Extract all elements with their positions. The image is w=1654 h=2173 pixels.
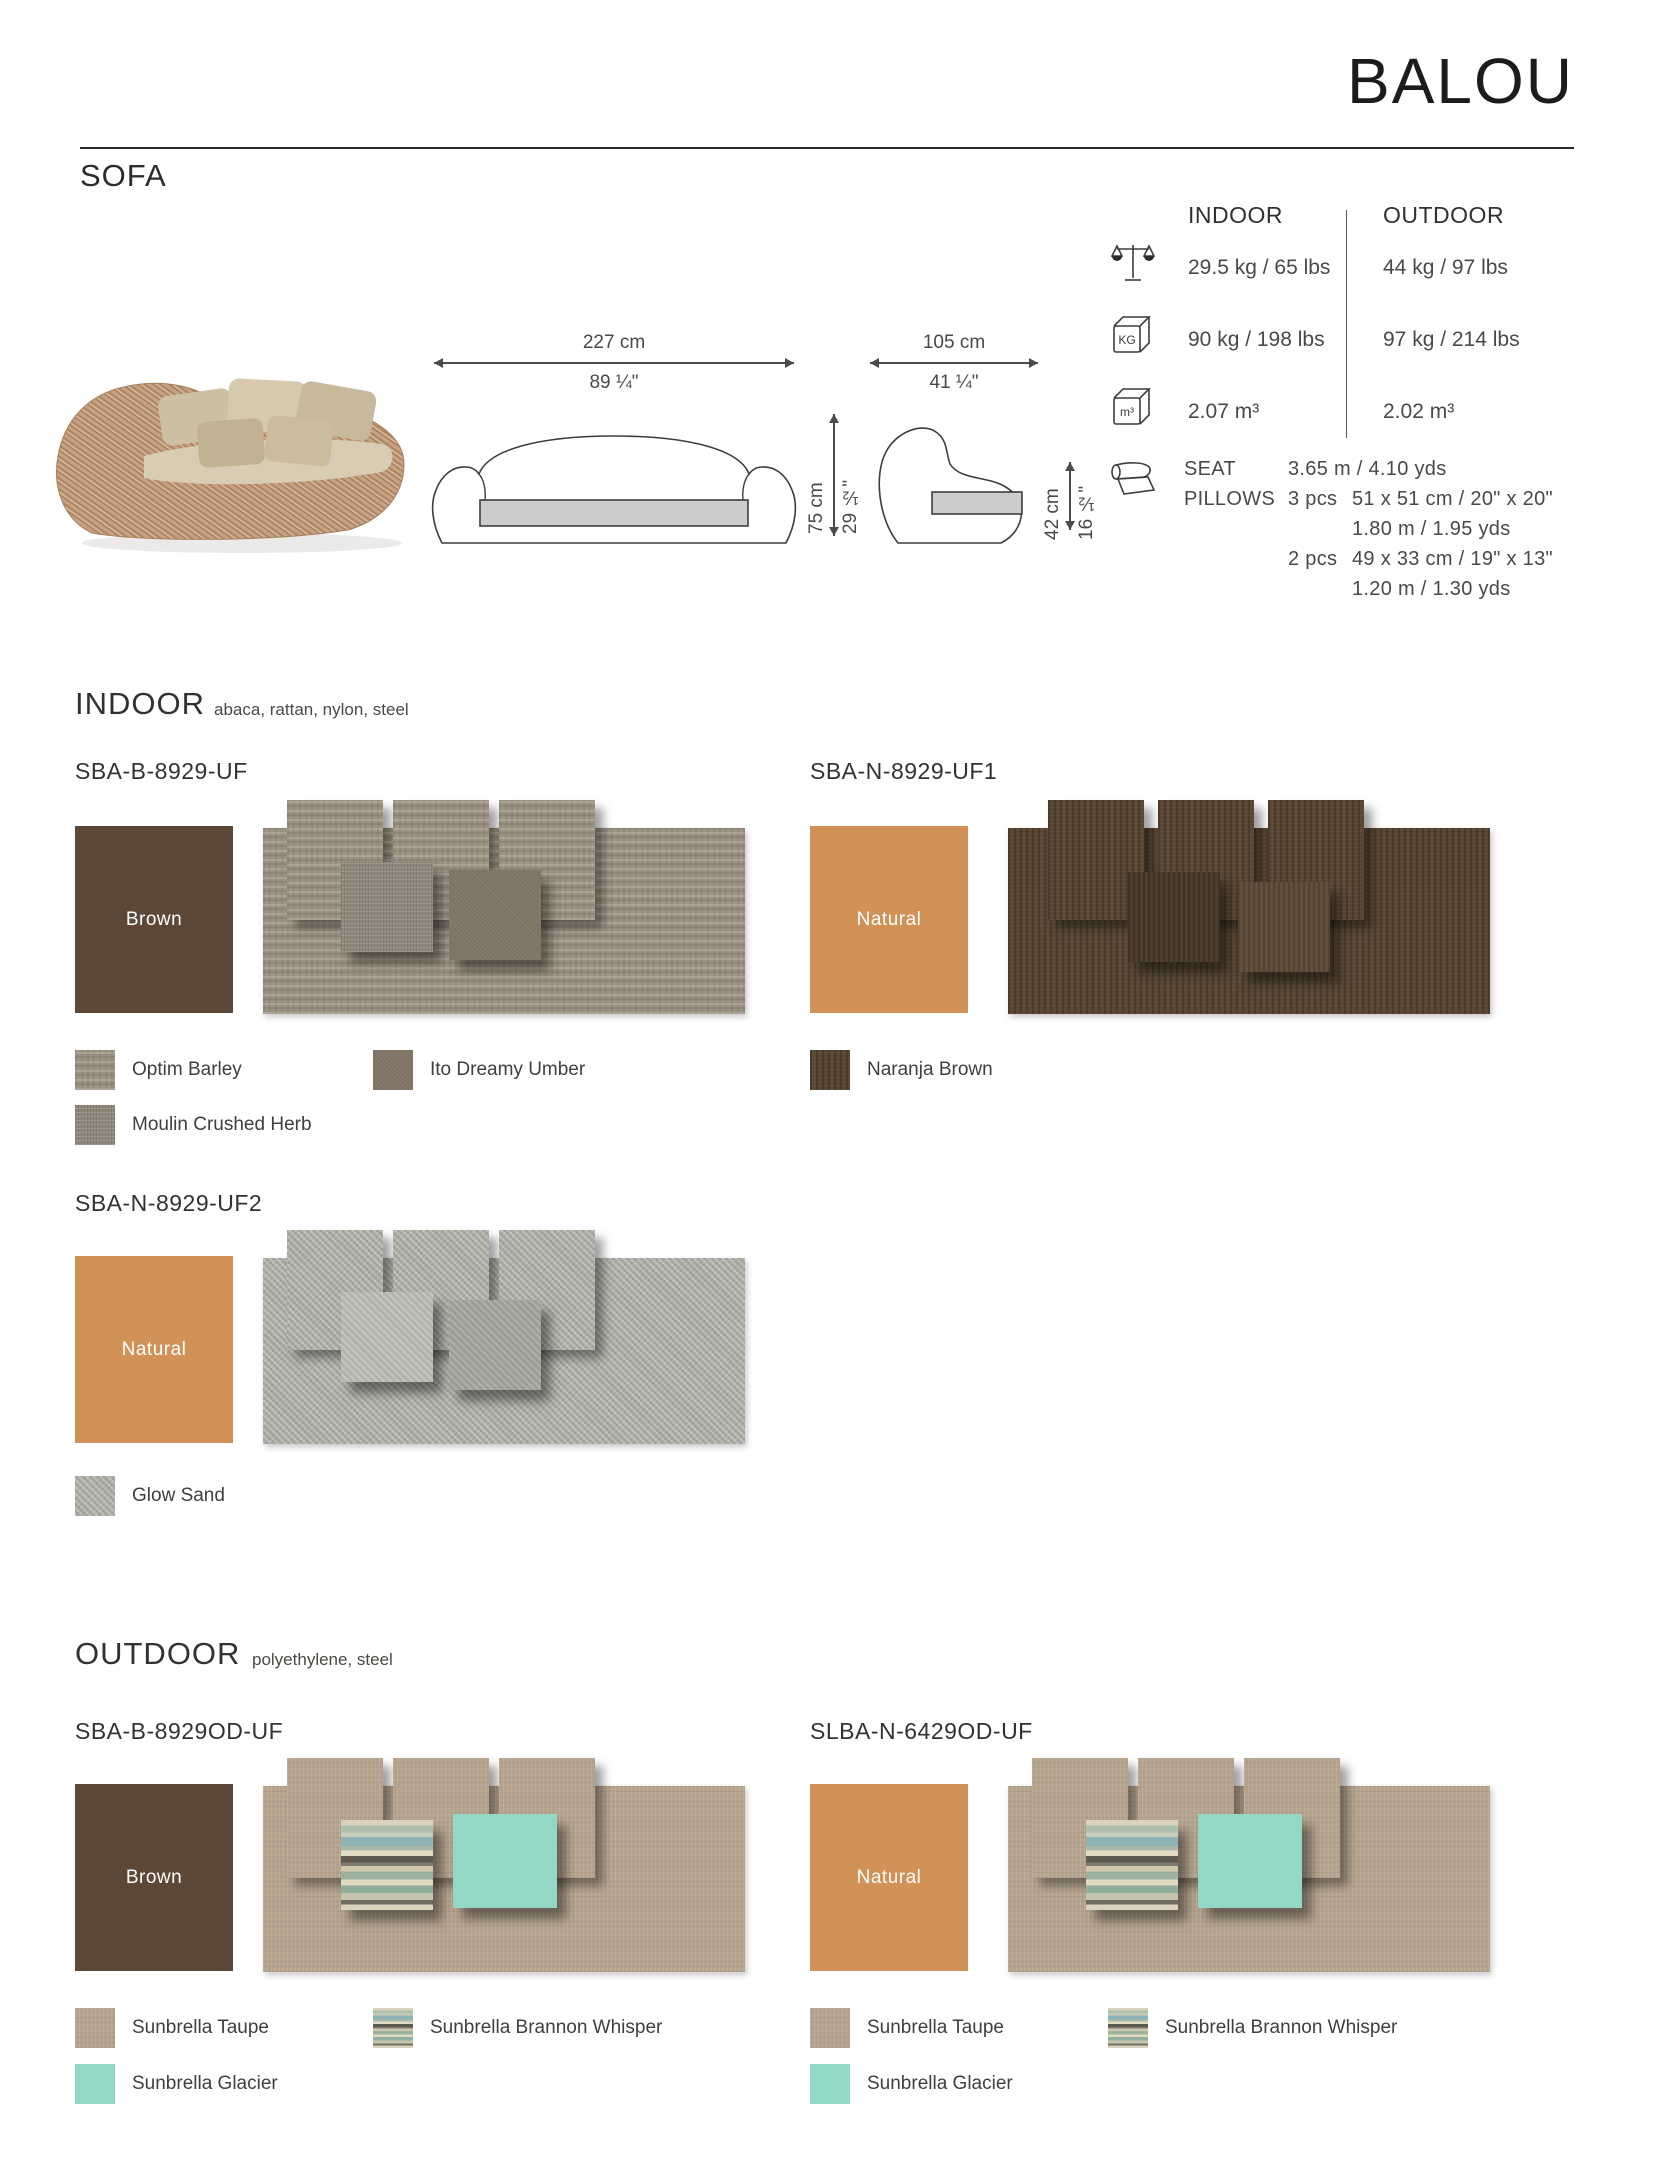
product-code-od2: SLBA-N-6429OD-UF [810, 1718, 1033, 1744]
swatch-label: Naranja Brown [867, 1059, 993, 1080]
product-code-od1: SBA-B-8929OD-UF [75, 1718, 284, 1744]
swatch-label: Sunbrella Brannon Whisper [1165, 2017, 1398, 2038]
side-width-arrow [870, 362, 1038, 364]
fabric-patch-umber [449, 870, 541, 960]
fabric-patch-glacier [453, 1814, 557, 1908]
product-code-uf: SBA-B-8929-UF [75, 758, 248, 784]
fabric-patch-brannon-whisper [1086, 1820, 1178, 1910]
front-width-arrow [434, 362, 794, 364]
swatch-label: Glow Sand [132, 1485, 225, 1506]
frame-color-swatch-brown [75, 1784, 233, 1971]
swatch-label: Moulin Crushed Herb [132, 1114, 312, 1135]
fabric-qty-1: 3 pcs [1288, 488, 1338, 510]
fabric-patch [341, 1292, 433, 1382]
swatch-chip-sunbrella-taupe [810, 2008, 850, 2048]
swatch-label: Sunbrella Brannon Whisper [430, 2017, 663, 2038]
fabric-qty-2: 2 pcs [1288, 548, 1338, 570]
fabric-total: 3.65 m / 4.10 yds [1288, 458, 1447, 480]
swatch-chip-naranja-brown [810, 1050, 850, 1090]
swatch-label: Sunbrella Glacier [867, 2073, 1013, 2094]
frame-color-label: Natural [121, 1338, 187, 1360]
seat-height-cm: 42 cm [1042, 488, 1063, 540]
fabric-patch [449, 1300, 541, 1390]
fabric-collage-uf2 [263, 1230, 745, 1444]
fabric-size-2: 49 x 33 cm / 19" x 13" [1352, 548, 1553, 570]
fabric-patch [1238, 882, 1330, 972]
spec-packweight-outdoor: 97 kg / 214 lbs [1383, 328, 1520, 351]
spec-weight-outdoor: 44 kg / 97 lbs [1383, 256, 1508, 279]
frame-color-label: Brown [125, 1866, 183, 1888]
frame-color-swatch-natural [810, 1784, 968, 1971]
front-width-cm: 227 cm [582, 332, 646, 353]
swatch-chip-ito-dreamy-umber [373, 1050, 413, 1090]
spec-packweight-indoor: 90 kg / 198 lbs [1188, 328, 1325, 351]
spec-column-divider [1346, 210, 1347, 438]
seat-height-in: 16 ½" [1076, 485, 1097, 540]
product-code-uf1: SBA-N-8929-UF1 [810, 758, 998, 784]
swatch-chip-sunbrella-glacier [810, 2064, 850, 2104]
swatch-label: Sunbrella Glacier [132, 2073, 278, 2094]
swatch-label: Ito Dreamy Umber [430, 1059, 586, 1080]
spec-volume-indoor: 2.07 m³ [1188, 400, 1260, 423]
svg-text:m³: m³ [1120, 405, 1134, 419]
swatch-label: Sunbrella Taupe [132, 2017, 269, 2038]
fabric-collage-od1 [263, 1758, 745, 1972]
frame-color-label: Brown [125, 908, 183, 930]
swatch-chip-glow-sand [75, 1476, 115, 1516]
swatch-chip-sunbrella-brannon-whisper [373, 2008, 413, 2048]
fabric-meterage-2: 1.20 m / 1.30 yds [1352, 578, 1511, 600]
fabric-collage-od2 [1008, 1758, 1490, 1972]
sofa-photo [52, 328, 417, 560]
scale-icon [1110, 242, 1156, 284]
swatch-chip-optim-barley [75, 1050, 115, 1090]
front-width-in: 89 ¼" [589, 372, 639, 393]
side-outline [866, 412, 1042, 547]
fabric-patch [1128, 872, 1220, 962]
height-arrow [833, 414, 835, 536]
svg-text:KG: KG [1118, 333, 1136, 347]
side-width-cm: 105 cm [922, 332, 986, 353]
spec-column-outdoor: OUTDOOR [1383, 202, 1505, 228]
kg-cube-icon [1110, 314, 1154, 356]
height-in: 29 ½" [840, 479, 861, 534]
seat-height-arrow [1069, 462, 1071, 530]
frame-color-swatch-natural [75, 1256, 233, 1443]
side-width-in: 41 ¼" [929, 372, 979, 393]
frame-color-label: Natural [856, 1866, 922, 1888]
frame-color-label: Natural [856, 908, 922, 930]
swatch-label: Optim Barley [132, 1059, 242, 1080]
fabric-label-line2: PILLOWS [1184, 488, 1276, 510]
page-title: BALOU [1347, 45, 1574, 117]
spec-volume-outdoor: 2.02 m³ [1383, 400, 1455, 423]
header-divider [80, 147, 1574, 149]
spec-column-indoor: INDOOR [1188, 202, 1283, 228]
frame-color-swatch-brown [75, 826, 233, 1013]
fabric-patch-moulin [341, 862, 433, 952]
section-materials-indoor: abaca, rattan, nylon, steel [214, 700, 409, 719]
fabric-patch-glacier [1198, 1814, 1302, 1908]
product-type-title: SOFA [80, 158, 167, 193]
swatch-label: Sunbrella Taupe [867, 2017, 1004, 2038]
spec-weight-indoor: 29.5 kg / 65 lbs [1188, 256, 1331, 279]
swatch-chip-moulin-crushed-herb [75, 1105, 115, 1145]
section-title-indoor: INDOOR [75, 686, 205, 721]
fabric-label-line1: SEAT [1184, 458, 1236, 480]
fabric-meterage-1: 1.80 m / 1.95 yds [1352, 518, 1511, 540]
fabric-size-1: 51 x 51 cm / 20" x 20" [1352, 488, 1553, 510]
fabric-patch-brannon-whisper [341, 1820, 433, 1910]
front-outline [428, 412, 800, 547]
swatch-chip-sunbrella-glacier [75, 2064, 115, 2104]
product-code-uf2: SBA-N-8929-UF2 [75, 1190, 263, 1216]
fabric-collage-uf [263, 800, 745, 1014]
frame-color-swatch-natural [810, 826, 968, 1013]
side-view-drawing [866, 332, 1042, 547]
swatch-chip-sunbrella-brannon-whisper [1108, 2008, 1148, 2048]
section-materials-outdoor: polyethylene, steel [252, 1650, 393, 1669]
fabric-roll-icon [1108, 458, 1158, 502]
height-cm: 75 cm [806, 482, 827, 534]
front-view-drawing [428, 332, 800, 547]
m3-cube-icon [1110, 386, 1154, 428]
fabric-collage-uf1 [1008, 800, 1490, 1014]
swatch-chip-sunbrella-taupe [75, 2008, 115, 2048]
section-title-outdoor: OUTDOOR [75, 1636, 241, 1671]
